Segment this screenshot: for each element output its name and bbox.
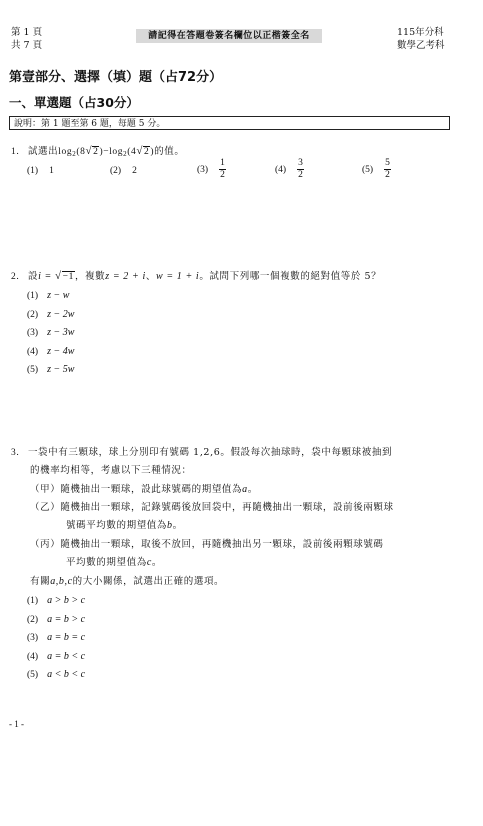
q1-arg-b-open: (4 [127,147,137,157]
page-number-label: 第 1 頁 [11,27,43,38]
q3-case-a-label: （甲） [30,484,61,495]
question-2: 2. 設i = √−1，複數z = 2 + i、w = 1 + i。試問下列哪一個複數的絕對值等於 5？ [11,270,382,282]
q2-w-definition: w = 1 + i [155,271,200,282]
subject-label: 數學乙考科 [397,40,445,51]
q1-option-2[interactable]: (2) 2 [110,166,137,176]
q3-number: 3. [11,448,20,458]
q3-option-3[interactable]: (3) a = b = c [27,632,86,643]
q1-option-1[interactable]: (1) 1 [27,166,54,176]
q1-log-a: log [58,147,73,157]
q1-prefix: 試選出 [27,146,59,157]
q3-line-1: 一袋中有三顆球，球上分別印有號碼 1,2,6。假設每次抽球時，袋中每顆球被抽到 [27,447,393,458]
q3-case-c: （丙）隨機抽出一顆球，取後不放回，再隨機抽出另一顆球，設前後兩顆球號碼 [30,539,384,550]
q3-case-c-label: （丙） [30,539,61,550]
section-title: 一、單選題（占30分） [9,95,139,110]
q3-case-c-continued: 平均數的期望值為c。 [66,557,162,568]
q2-option-5[interactable]: (5) z − 5w [27,364,75,375]
q1-base-b: 2 [123,150,128,158]
q3-closing: 有關a,b,c的大小關係，試選出正確的選項。 [30,576,225,587]
q1-number: 1. [11,147,20,157]
q1-option-5[interactable]: (5) $\frac{5}{2}$ [362,158,390,180]
q1-radicand-b: 2 [144,147,150,157]
q2-option-2[interactable]: (2) z − 2w [27,309,75,320]
q3-option-2[interactable]: (2) a = b > c [27,614,86,625]
q2-z-definition: z = 2 + i [105,271,146,282]
q1-option-4-fraction: $\frac{3}{2}$ [298,158,303,180]
part-title: 第壹部分、選擇（填）題（占72分） [9,70,223,85]
q2-option-3[interactable]: (3) z − 3w [27,327,75,338]
instruction-text: 說明：第 1 題至第 6 題，每題 5 分。 [14,119,166,129]
q3-case-b-label: （乙） [30,502,61,513]
q1-option-4[interactable]: (4) $\frac{3}{2}$ [275,158,303,180]
q3-case-b: （乙）隨機抽出一顆球，記錄號碼後放回袋中，再隨機抽出一顆球，設前後兩顆球 [30,502,394,513]
q2-i-definition: i = [38,271,55,282]
q3-line-2: 的機率均相等，考慮以下三種情況： [30,465,192,476]
q1-minus: − [103,147,110,157]
signature-notice: 請記得在答題卷簽名欄位以正楷簽全名 [136,29,322,43]
q1-arg-b-close: ) [150,147,155,157]
q2-option-1[interactable]: (1) z − w [27,290,70,301]
question-3 [11,444,392,458]
exam-year-label: 115年分科 [397,27,444,38]
instruction-box [9,116,450,130]
q1-radicand-a: 2 [93,147,99,157]
q3-case-a: （甲）隨機抽出一顆球，設此球號碼的期望值為a。 [30,484,258,495]
q2-number: 2. [11,272,20,282]
q2-option-4[interactable]: (4) z − 4w [27,346,75,357]
q3-option-5[interactable]: (5) a < b < c [27,669,86,680]
q3-case-b-continued: 號碼平均數的期望值為b。 [66,520,183,531]
q1-arg-a-open: (8 [76,147,86,157]
q1-option-3-fraction: $\frac{1}{2}$ [220,158,225,180]
q3-option-4[interactable]: (4) a = b < c [27,651,86,662]
footer-page-number: - 1 - [9,719,24,729]
q2-radicand: −1 [62,272,74,282]
q1-base-a: 2 [72,150,77,158]
question-1: 1. 試選出$\log_2(8√2)-\log_2(4√2)$的值。 [11,145,185,158]
q1-log-b: log [109,147,124,157]
q3-option-1[interactable]: (1) a > b > c [27,595,86,606]
q1-arg-a-close: ) [99,147,104,157]
q1-suffix: 的值。 [154,146,185,157]
total-pages-label: 共 7 頁 [11,40,43,51]
q1-option-5-fraction: $\frac{5}{2}$ [385,158,390,180]
q1-option-3[interactable]: (3) $\frac{1}{2}$ [197,158,225,180]
